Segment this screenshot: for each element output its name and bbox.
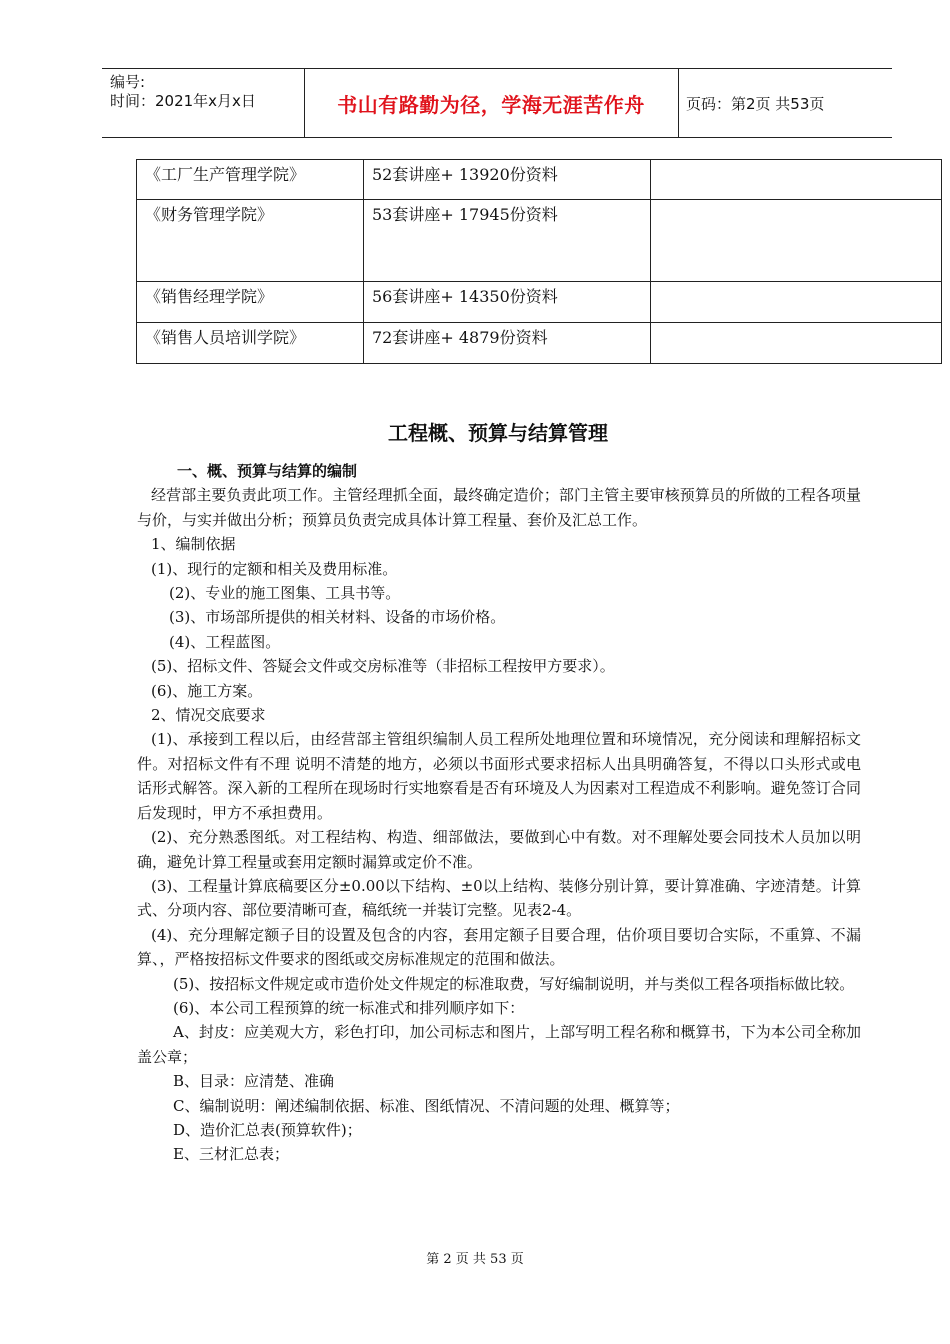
resource-table <box>136 159 942 364</box>
page-footer: 第 2 页 共 53 页 <box>426 1252 524 1267</box>
page-header <box>102 68 892 138</box>
table-cell-count <box>364 200 651 282</box>
list-item: (4)、工程蓝图。 <box>169 632 281 651</box>
list-item: (1)、承接到工程以后，由经营部主管组织编制人员工程所处地理位置和环境情况，充分阅读和理解招标文件。对招标文件有不理 说明不清楚的地方，必须以书面形式要求招标人出具明确答复，不得以口头形式或电话形式解答。深入新的工程所在现场时行实地察看是否有环境及人为因素对工程造成不利影响。避免签订合同后发现时，甲方不承担费用。 <box>137 730 861 822</box>
list-item: B、目录：应清楚、准确 <box>173 1072 335 1091</box>
list-item: (4)、充分理解定额子目的设置及包含的内容，套用定额子目要合理，估价项目要切合实际，不重算、不漏算、，严格按招标文件要求的图纸或交房标准规定的范围和做法。 <box>137 925 861 969</box>
list-item: A、封皮：应美观大方，彩色打印，加公司标志和图片，上部写明工程名称和概算书，下为本公司全称加盖公章； <box>137 1023 861 1066</box>
table-row <box>137 323 942 364</box>
table-cell-note <box>651 160 942 200</box>
table-cell-name: 《财务管理学院》 <box>137 200 364 282</box>
table-cell-name: 《工厂生产管理学院》 <box>137 160 364 200</box>
header-meta <box>110 73 256 111</box>
document-body <box>137 459 861 1167</box>
table-row <box>137 160 942 200</box>
paragraph: 经营部主要负责此项工作。主管经理抓全面，最终确定造价；部门主管主要审核预算员的所做的工程各项量与价，与实并做出分析；预算员负责完成具体计算工程量、套价及汇总工作。 <box>137 486 861 529</box>
list-item: (6)、施工方案。 <box>151 681 263 700</box>
table-cell-count: 56套讲座+ 14350份资料 <box>364 282 651 323</box>
subsection-heading: 2、情况交底要求 <box>151 706 266 725</box>
list-item: (3)、工程量计算底稿要区分±0.00以下结构、±0以上结构、装修分别计算，要计算准确、字迹清楚。计算式、分项内容、部位要清晰可查，稿纸统一并装订完整。见表2-4。 <box>137 876 861 920</box>
table-cell-note <box>651 200 942 282</box>
header-motto: 书山有路勤为径，学海无涯苦作舟 <box>337 92 645 117</box>
list-item: (2)、充分熟悉图纸。对工程结构、构造、细部做法，要做到心中有数。对不理解处要会同技术人员加以明确，避免计算工程量或套用定额时漏算或定价不准。 <box>137 828 861 871</box>
list-item: (6)、本公司工程预算的统一标准式和排列顺序如下： <box>173 998 525 1017</box>
document-title: 工程概、预算与结算管理 <box>388 421 608 445</box>
list-item: (3)、市场部所提供的相关材料、设备的市场价格。 <box>169 608 506 627</box>
section-heading: 一、概、预算与结算的编制 <box>177 462 358 480</box>
list-item: E、三材汇总表； <box>173 1145 289 1164</box>
table-cell-note <box>651 282 942 323</box>
list-item: (5)、招标文件、答疑会文件或交房标准等（非招标工程按甲方要求）。 <box>151 657 615 676</box>
subsection-heading: 1、编制依据 <box>151 535 236 554</box>
table-cell-name: 《销售人员培训学院》 <box>137 323 364 364</box>
list-item: (5)、按招标文件规定或市造价处文件规定的标准取费，写好编制说明，并与类似工程各项指标做比较。 <box>173 974 855 993</box>
list-item: (1)、现行的定额和相关及费用标准。 <box>151 559 398 578</box>
table-row <box>137 282 942 323</box>
table-cell-note <box>651 323 942 364</box>
header-divider <box>678 69 679 137</box>
list-item: (2)、专业的施工图集、工具书等。 <box>169 584 401 603</box>
header-page-number: 页码：第2页 共53页 <box>686 94 825 113</box>
table-cell-count: 52套讲座+ 13920份资料 <box>364 160 651 200</box>
list-item: D、造价汇总表(预算软件)； <box>173 1120 362 1139</box>
table-cell-count-text: 53套讲座+ 17945份资料 <box>372 205 558 224</box>
time-label: 时间：2021年x月x日 <box>110 92 256 110</box>
table-cell-count: 72套讲座+ 4879份资料 <box>364 323 651 364</box>
table-row <box>137 200 942 282</box>
list-item: C、编制说明：阐述编制依据、标准、图纸情况、不清问题的处理、概算等； <box>173 1096 680 1115</box>
serial-label: 编号: <box>110 73 146 91</box>
table-cell-name: 《销售经理学院》 <box>137 282 364 323</box>
